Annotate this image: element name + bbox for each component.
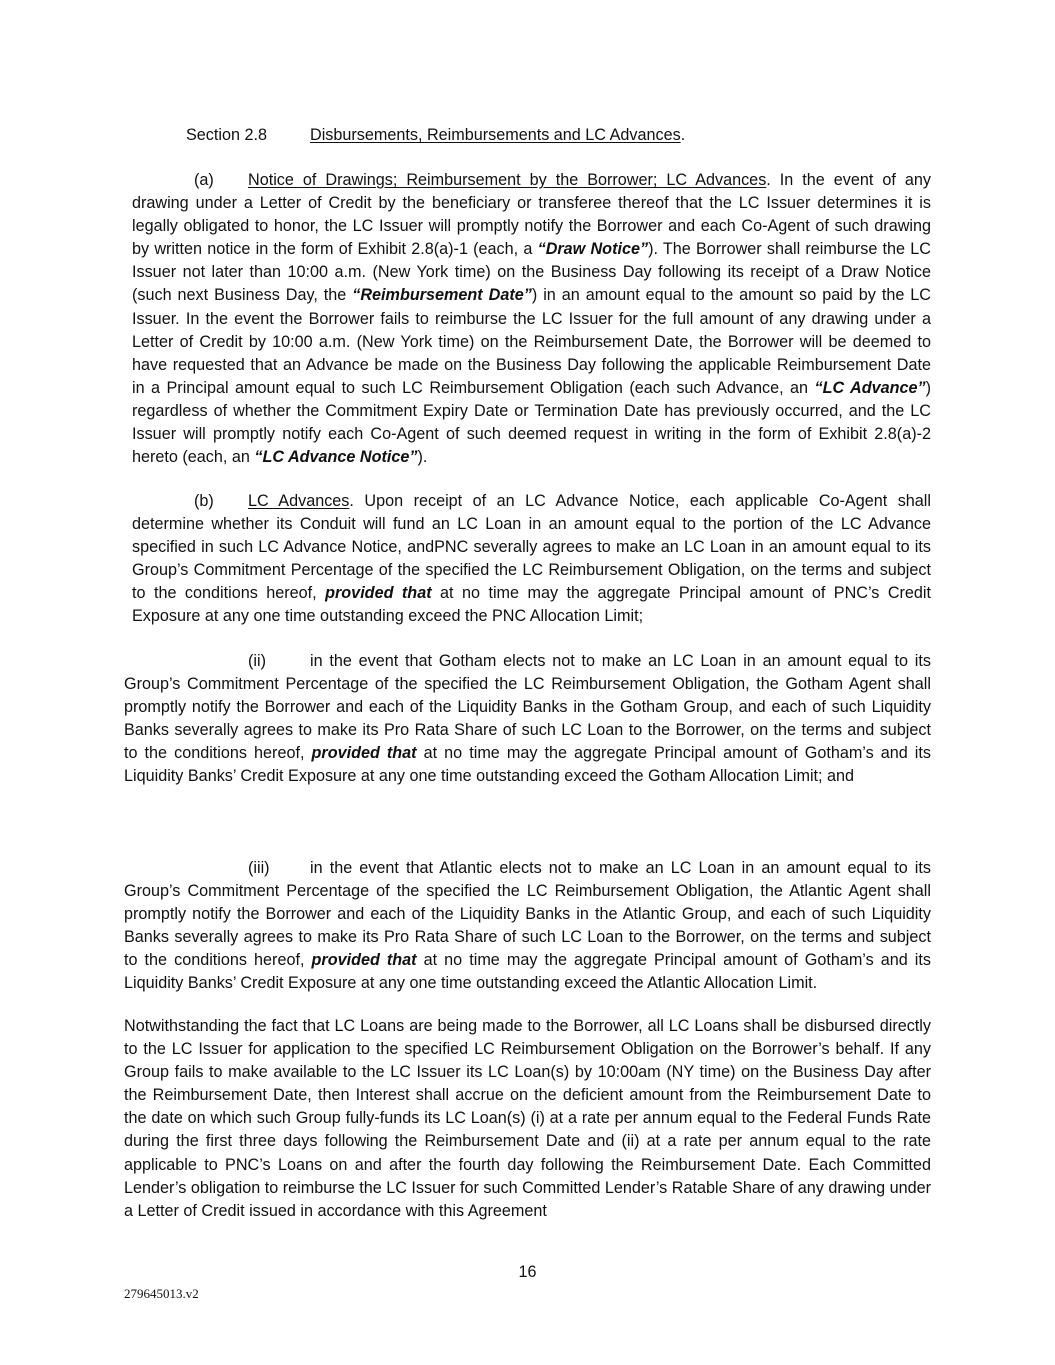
- paragraph-b-label: (b): [194, 492, 214, 510]
- defined-term-lc-advance: “LC Advance”: [814, 378, 926, 397]
- paragraph-notwithstanding: Notwithstanding the fact that LC Loans are being made to the Borrower, all LC Loans shall be disbursed directly to the LC Issuer for application to the specified LC Reimbursement Obligation on the Borrower’s behalf. If any Group fails to make available to the LC Issuer its LC Loan(s) by 10:00am (NY time) on the Business Day after the Reimbursement Date, then Interest shall accrue on the deficient amount from the Reimbursement Date to the date on which such Group fully-funds its LC Loan(s) (i) at a rate per annum equal to the Federal Funds Rate during the first three days following the Reimbursement Date and (ii) at a rate per annum equal to the rate applicable to PNC’s Loans on and after the fourth day following the Reimbursement Date. Each Committed Lender’s obligation to reimburse the LC Issuer for such Committed Lender’s Ratable Share of any drawing under a Letter of Credit issued in accordance with this Agreement: [124, 1017, 931, 1220]
- section-title-period: .: [680, 126, 686, 144]
- paragraph-a-text-5: ).: [417, 448, 428, 467]
- page-number: 16: [518, 1263, 537, 1281]
- paragraph-ii: [124, 650, 931, 789]
- paragraph-a-heading: Notice of Drawings; Reimbursement by the Borrower; LC Advances: [248, 171, 767, 189]
- paragraph-iii-label: (iii): [248, 859, 270, 877]
- paragraph-a-text-1: . In the event of any drawing under a Letter of Credit by the beneficiary or transferee thereof that the LC Issuer determines it is legally obligated to honor, the LC Issuer will promptly notify the Borrower and each Co-Agent of such drawing by written notice in the form of Exhibit 2.8(a)-1 (each, a: [132, 171, 932, 259]
- paragraph-b-heading: LC Advances: [248, 492, 350, 510]
- defined-term-draw-notice: “Draw Notice”: [537, 240, 649, 259]
- paragraph-a-text-2: ). The Borrower shall reimburse the LC Issuer not later than 10:00 a.m. (New York time) on the Business Day following its receipt of a Draw Notice (such next Business Day, the: [132, 240, 931, 305]
- paragraph-ii-proviso: provided that: [311, 744, 417, 763]
- paragraph-iii-text-2: at no time may the aggregate Principal amount of Gotham’s and its Liquidity Banks’ Credit Exposure at any one time outstanding exceed the Atlantic Allocation Limit.: [124, 951, 931, 993]
- defined-term-reimbursement-date: “Reimbursement Date”: [352, 286, 532, 305]
- paragraph-a-label: (a): [194, 171, 214, 189]
- section-number: Section 2.8: [186, 126, 267, 144]
- document-id: 279645013.v2: [124, 1286, 199, 1301]
- section-heading: [186, 124, 685, 147]
- paragraph-b-text-2: at no time may the aggregate Principal amount of PNC’s Credit Exposure at any one time outstanding exceed the PNC Allocation Limit;: [132, 584, 931, 626]
- paragraph-ii-text-2: at no time may the aggregate Principal amount of Gotham’s and its Liquidity Banks’ Credit Exposure at any one time outstanding exceed the Gotham Allocation Limit; and: [124, 744, 931, 786]
- section-title: Disbursements, Reimbursements and LC Advances: [310, 126, 681, 144]
- paragraph-iii: [124, 857, 931, 996]
- paragraph-a-text-4: ) regardless of whether the Commitment Expiry Date or Termination Date has previously occurred, and the LC Issuer will promptly notify each Co-Agent of such deemed request in writing in the form of Exhibit 2.8(a)-2 hereto (each, an: [132, 378, 931, 467]
- paragraph-iii-proviso: provided that: [311, 951, 417, 970]
- paragraph-ii-text-1: in the event that Gotham elects not to make an LC Loan in an amount equal to its Group’s Commitment Percentage of the specified the LC Reimbursement Obligation, the Gotham Agent shall promptly notify the Borrower and each of the Liquidity Banks in the Gotham Group, and each of such Liquidity Banks severally agrees to make its Pro Rata Share of such LC Loan to the Borrower, on the terms and subject to the conditions hereof,: [124, 652, 931, 763]
- paragraph-b-text-1: . Upon receipt of an LC Advance Notice, each applicable Co-Agent shall determine whether its Conduit will fund an LC Loan in an amount equal to the portion of the LC Advance specified in such LC Advance Notice, andPNC severally agrees to make an LC Loan in an amount equal to its Group’s Commitment Percentage of the specified the LC Reimbursement Obligation, on the terms and subject to the conditions hereof,: [132, 492, 931, 603]
- paragraph-b-proviso: provided that: [325, 584, 432, 603]
- paragraph-b: [132, 490, 931, 629]
- paragraph-a: [132, 169, 931, 469]
- paragraph-iii-text-1: in the event that Atlantic elects not to make an LC Loan in an amount equal to its Group’s Commitment Percentage of the specified the LC Reimbursement Obligation, the Atlantic Agent shall promptly notify the Borrower and each of the Liquidity Banks in the Atlantic Group, and each of such Liquidity Banks severally agrees to make its Pro Rata Share of such LC Loan to the Borrower, on the terms and subject to the conditions hereof,: [124, 859, 931, 970]
- paragraph-a-text-3: ) in an amount equal to the amount so paid by the LC Issuer. In the event the Borrower fails to reimburse the LC Issuer for the full amount of any drawing under a Letter of Credit by 10:00 a.m. (New York time) on the Reimbursement Date, the Borrower will be deemed to have requested that an Advance be made on the Business Day following the applicable Reimbursement Date in a Principal amount equal to such LC Reimbursement Obligation (each such Advance, an: [132, 286, 931, 397]
- defined-term-lc-advance-notice: “LC Advance Notice”: [254, 448, 418, 467]
- paragraph-ii-label: (ii): [248, 652, 266, 670]
